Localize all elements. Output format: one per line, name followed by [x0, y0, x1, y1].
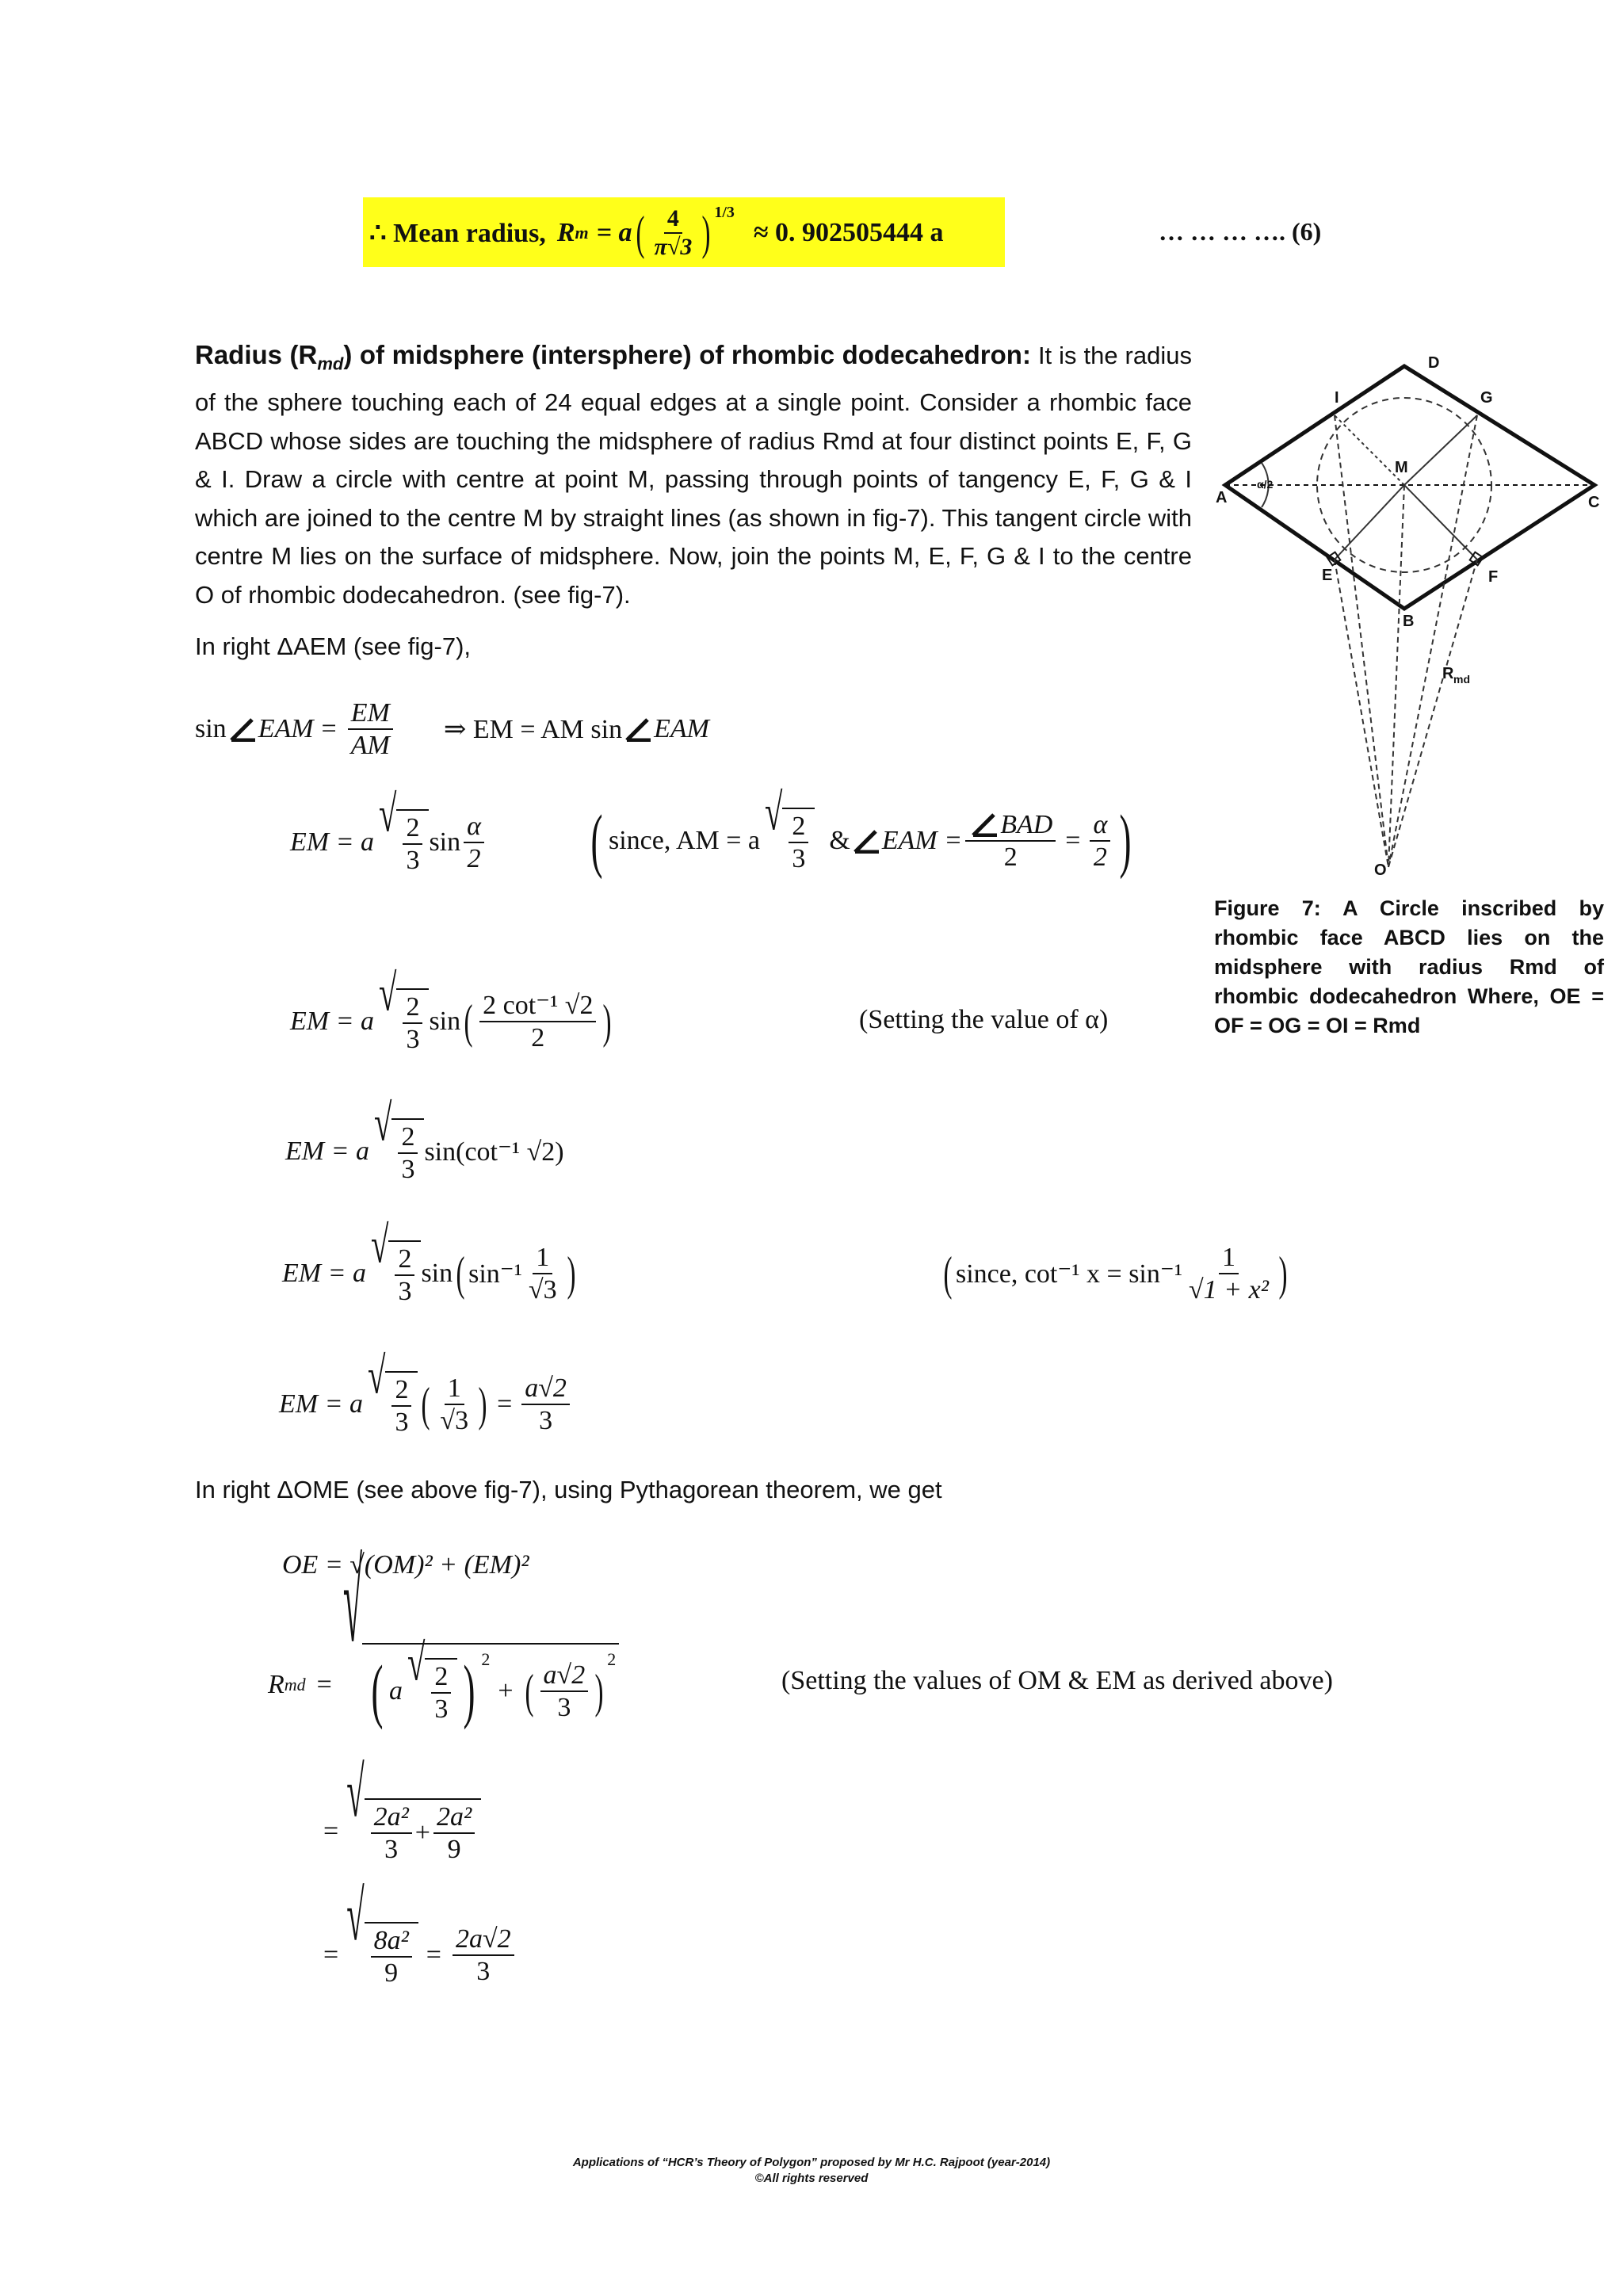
mean-radius-den: π√3	[654, 234, 693, 260]
equals: =	[1065, 826, 1081, 855]
frac-am: AM	[350, 731, 390, 760]
equals: =	[323, 1817, 339, 1846]
angle-icon	[970, 812, 999, 837]
setting-alpha-note: (Setting the value of α)	[859, 1005, 1109, 1034]
label-a: A	[1216, 489, 1228, 506]
em-eq-a: EM = a	[285, 1137, 370, 1166]
em-eq-a: EM = a	[279, 1389, 364, 1419]
right-aem-text: In right ΔAEM (see fig-7),	[195, 632, 472, 660]
two: 2	[391, 1374, 411, 1407]
figure-7	[1216, 352, 1604, 883]
setting-om-em-note: (Setting the values of OM & EM as derived above)	[781, 1666, 1333, 1695]
two: 2	[789, 811, 808, 843]
since-am-note: ( since, AM = a √ $\frac{2}{3}$ & EAM = $\frac{\text{BAD}}{2}$ = $\frac{\alpha}{2}$ )	[590, 783, 1132, 880]
eq-oe: OE = √(OM)² + (EM)²	[282, 1550, 529, 1580]
two: 2	[1093, 842, 1107, 872]
angle-icon	[228, 716, 257, 742]
section-heading-sub: md	[317, 353, 344, 374]
one: 1	[533, 1242, 552, 1274]
amp: &	[829, 826, 850, 855]
md: md	[284, 1675, 306, 1694]
sqrt3: √3	[440, 1406, 469, 1435]
two: 2	[531, 1023, 545, 1052]
sin-label: sin	[429, 1007, 461, 1036]
nine: 9	[384, 1958, 399, 1988]
one: 1	[445, 1373, 464, 1405]
section-body: It is the radius of the sphere touching each of 24 equal edges at a single point. Consider a rhombic face ABCD whose sides are touching the midsphere of radius Rmd at four distinct points E, F, G & I. Draw a circle with centre at point M, passing through points of tangency E, F, G & I which are joined to the centre M by straight lines (as shown in fig-7). This tangent circle with centre M lies on the surface of midsphere. Now, join the points M, E, F, G & I to the centre O of rhombic dodecahedron. (see fig-7).	[195, 342, 1192, 609]
mean-radius-approx: ≈ 0. 902505444 a	[753, 218, 944, 247]
label-b: B	[1403, 613, 1415, 630]
eq-em-sin-cot: EM = a √ $\frac{2}{3}$ sin(cot⁻¹ √2)	[285, 1094, 564, 1184]
alpha: α	[464, 811, 484, 843]
three: 3	[792, 844, 806, 873]
two: 2	[1003, 842, 1018, 872]
label-o: O	[1374, 861, 1387, 879]
section-heading: Radius (R	[195, 340, 318, 369]
sin-label: sin	[421, 1259, 453, 1288]
three: 3	[557, 1693, 571, 1722]
equals: =	[323, 1940, 339, 1969]
eq-rmd-step2: = √ $\frac{\text{2a²}}{3}$ + $\frac{\text{2a²}}{9}$	[323, 1788, 481, 1875]
sin-inv: sin⁻¹	[468, 1259, 522, 1289]
angle-icon	[852, 828, 880, 854]
mean-radius-var: R	[556, 218, 575, 247]
section-heading-rest: ) of midsphere (intersphere) of rhombic dodecahedron:	[343, 340, 1031, 369]
implies-text: ⇒ EM = AM sin	[443, 715, 623, 744]
eam-label: EAM	[258, 714, 314, 743]
mean-radius-equation: ∴ Mean radius, R m = a ( $\frac{4}{\pi√3}$ ) $^{1/3}$ ≈ 0. 902505444 a	[369, 203, 944, 260]
three: 3	[398, 1277, 412, 1306]
label-c: C	[1588, 494, 1600, 511]
eight-a2: 8a²	[371, 1925, 412, 1958]
two: 2	[398, 1121, 418, 1154]
label-r: R	[1442, 665, 1454, 682]
sin-label: sin	[429, 827, 461, 857]
frac-em: EM	[348, 697, 393, 730]
two-a2: 2a²	[371, 1801, 412, 1834]
mean-radius-num: 4	[664, 205, 682, 235]
three: 3	[406, 1025, 420, 1054]
figure-7-caption: Figure 7: A Circle inscribed by rhombic face ABCD lies on the midsphere with radius Rmd of rhombic dodecahedron Where, OE = OF = OG = OI = Rmd	[1214, 896, 1604, 1037]
three: 3	[476, 1957, 491, 1986]
eq-em-result: EM = a √ $\frac{2}{3}$ ( $\frac{1}{√3}$ ) = $\frac{a√2}{3}$	[279, 1357, 573, 1452]
three: 3	[406, 846, 420, 875]
em-eq-a: EM = a	[282, 1259, 367, 1288]
footer-line-1: Applications of “HCR’s Theory of Polygon” proposed by Mr H.C. Rajpoot (year-2014)	[572, 2156, 1051, 2169]
eq-em-cot: EM = a √ $\frac{2}{3}$ sin ( $\frac{\text{2 cot⁻¹ √2}}{2}$ )	[290, 964, 612, 1054]
mean-radius-sub: m	[575, 223, 589, 243]
nine: 9	[447, 1835, 461, 1864]
two: 2	[395, 1244, 414, 1276]
one: 1	[1219, 1242, 1239, 1274]
angle-icon	[624, 716, 652, 742]
equals: =	[426, 1940, 441, 1969]
mean-radius-eq: = a	[596, 218, 632, 247]
eq-sin-eam	[195, 691, 709, 767]
two: 2	[403, 991, 422, 1024]
right-ome-text: In right ΔOME (see above fig-7), using Pythagorean theorem, we get	[195, 1476, 942, 1503]
two-a-sqrt2: 2a√2	[453, 1924, 514, 1956]
alpha: α	[1090, 809, 1110, 842]
eq-rmd-final: = √ $\frac{\text{8a²}}{9}$ = $\frac{2a√2}{3}$	[323, 1912, 517, 1999]
eq-em-alpha: EM = a √ $\frac{2}{3}$ sin $\frac{\alpha}{2}$	[290, 799, 487, 886]
eq-eam: EAM =	[881, 826, 963, 855]
label-m: M	[1395, 459, 1408, 476]
a-sqrt2: a√2	[521, 1373, 570, 1405]
a-sqrt2: a√2	[540, 1660, 589, 1692]
since-cot: since, cot⁻¹ x = sin⁻¹	[955, 1259, 1183, 1289]
eq-number-6: … … … …. (6)	[1159, 217, 1322, 246]
label-e: E	[1322, 567, 1333, 584]
mean-radius-exp: 1/3	[714, 203, 735, 221]
rmd: R	[268, 1670, 285, 1699]
equals: =	[497, 1389, 513, 1419]
three: 3	[434, 1694, 449, 1724]
two-a2: 2a²	[433, 1801, 475, 1834]
three: 3	[539, 1406, 553, 1435]
bad: BAD	[1000, 809, 1053, 839]
label-f: F	[1488, 568, 1499, 586]
since-cot-note: ( since, cot⁻¹ x = sin⁻¹ $\frac{1}{\text{√1 + x²}}$ )	[943, 1242, 1288, 1305]
since-am: since, AM = a	[608, 826, 761, 855]
three: 3	[401, 1155, 415, 1184]
label-md: md	[1453, 673, 1470, 686]
sqrt-1x2: √1 + x²	[1189, 1275, 1269, 1305]
label-i: I	[1335, 389, 1339, 407]
eq-rmd: R md = √ ( a √ $\frac{2}{3}$ ) $^2$ + ( $\frac{a√2}{3}$ ) $^2$	[268, 1614, 619, 1756]
equals: =	[321, 714, 337, 743]
two: 2	[467, 844, 481, 873]
sin-label: sin	[195, 714, 227, 743]
footer-line-2: ©All rights reserved	[754, 2172, 869, 2185]
two: 2	[403, 812, 422, 845]
mean-radius-lead: ∴ Mean radius,	[369, 219, 546, 248]
eq-em-sin-sin: EM = a √ $\frac{2}{3}$ sin ( sin⁻¹ $\frac{1}{√3}$ )	[282, 1216, 576, 1306]
label-d: D	[1428, 354, 1440, 372]
three: 3	[395, 1408, 409, 1437]
sqrt3: √3	[528, 1275, 557, 1305]
eam-label-2: EAM	[654, 714, 709, 743]
sin-cot: sin(cot⁻¹ √2)	[424, 1137, 564, 1167]
midsphere-paragraph	[195, 336, 1192, 614]
em-eq-a: EM = a	[290, 1007, 375, 1036]
label-g: G	[1480, 389, 1493, 407]
three: 3	[384, 1835, 399, 1864]
em-eq-a: EM = a	[290, 827, 375, 857]
label-alpha-half: α/2	[1257, 478, 1274, 491]
two-cot: 2 cot⁻¹ √2	[479, 990, 596, 1022]
equals: =	[316, 1670, 332, 1699]
two: 2	[431, 1661, 451, 1694]
